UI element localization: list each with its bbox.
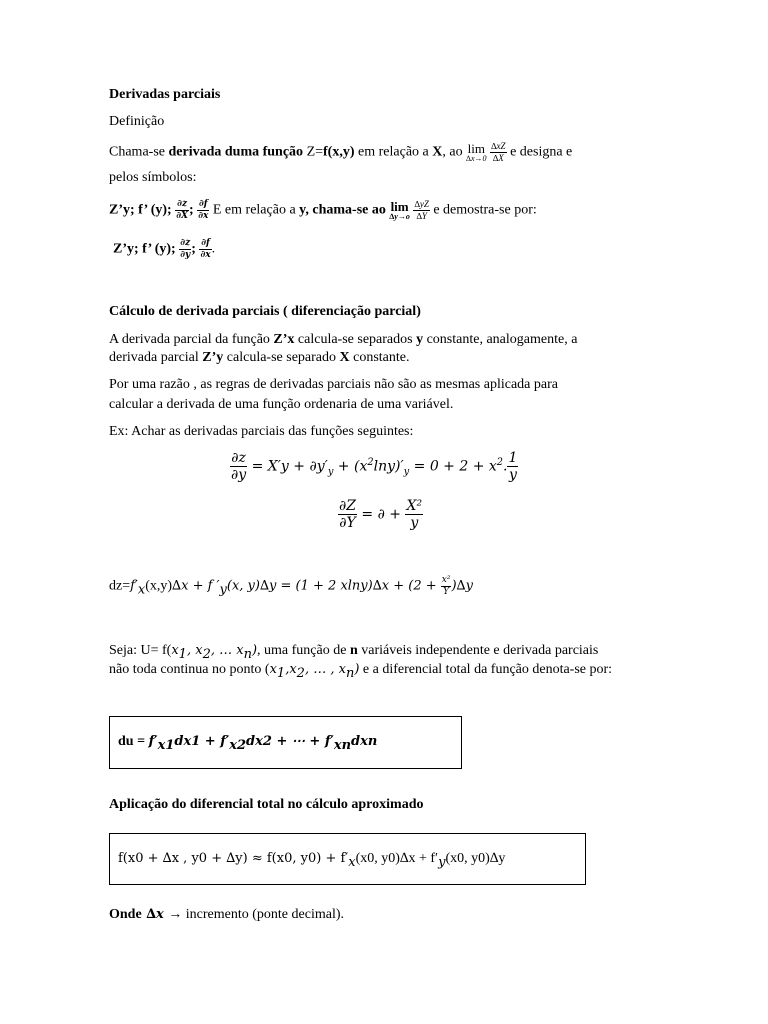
math-text: + (x xyxy=(333,458,368,475)
text-span: A derivada parcial da função xyxy=(109,332,274,347)
bold-text: n xyxy=(349,643,358,658)
text-span: , ao xyxy=(442,144,467,160)
text-span: dz= xyxy=(109,578,131,594)
calc-paragraph-line-1 xyxy=(109,331,577,349)
approximation-box xyxy=(109,833,586,885)
math-text: ∆x + f ′ xyxy=(172,578,220,594)
fraction-numerator: ∂z xyxy=(231,450,246,466)
partial-fraction xyxy=(175,200,189,221)
fraction xyxy=(441,576,452,597)
text-span: → incremento (ponte decimal). xyxy=(168,907,344,922)
math-subscript: x1 xyxy=(157,737,175,753)
math-subscript: 2 xyxy=(202,646,211,662)
seja-line-2 xyxy=(109,661,612,683)
fraction-numerator: ∂f xyxy=(201,238,210,248)
fraction xyxy=(490,142,507,163)
math-subscript: y xyxy=(219,582,227,598)
text-span: em relação a xyxy=(354,144,433,160)
fraction-numerator: ∂z xyxy=(177,199,188,209)
bold-text: f(x,y) xyxy=(323,144,355,160)
math-text: f′ xyxy=(148,734,158,749)
math-subscript: 1 xyxy=(178,646,187,662)
text-span: E em relação a xyxy=(209,202,300,218)
text-span: variáveis independente e derivada parciais xyxy=(357,643,599,658)
fraction-numerator: 1 xyxy=(508,450,518,466)
text-span: constante. xyxy=(349,350,410,365)
bold-text: y, chama-se ao xyxy=(299,202,390,218)
math-text: (x, y)∆y = (1 + 2 xlny)∆x + (2 + xyxy=(226,578,441,594)
example-line: Ex: Achar as derivadas parciais das funções seguintes: xyxy=(109,424,414,439)
math-subscript: y xyxy=(403,466,410,478)
math-text: f(x0 + ∆x , y0 + ∆y) ≈ f(x0, y0) + f′ xyxy=(118,851,349,866)
math-text: ,x xyxy=(285,662,297,677)
text-span: e demostra-se por: xyxy=(429,202,537,218)
lim-word: lim xyxy=(467,141,485,156)
definition-symbols-line: Z’y; f’ (y); $\frac{\partial z}{\partial X}$ ; $\frac{\partial f}{\partial x}$ E em relação a y, chama-se ao lim ∆y→o $\frac{\Delta yZ}{\Delta Y}$ e demostra-se por: xyxy=(109,199,537,221)
fraction-denominator: y xyxy=(508,467,517,483)
total-differential-box xyxy=(109,716,462,769)
math-text: ∆x xyxy=(141,907,169,922)
text-span: (x0, y0)∆x + f′ xyxy=(355,851,439,866)
definition-paragraph-line-2: pelos símbolos: xyxy=(109,170,197,185)
math-text: = X′y + ∂y′ xyxy=(251,458,328,475)
fraction-numerator: ∆xZ xyxy=(491,141,506,151)
fraction-denominator: ∆X xyxy=(492,153,504,163)
fraction-numerator: ∆yZ xyxy=(414,199,429,209)
text-span: Seja: U= f( xyxy=(109,643,172,658)
partial-fraction xyxy=(338,499,357,530)
equation-1 xyxy=(230,451,518,482)
partial-fraction xyxy=(230,451,247,482)
fraction-denominator: Y xyxy=(443,587,450,597)
math-subscript: x xyxy=(348,854,356,870)
fraction-denominator: ∂y xyxy=(180,250,191,260)
math-subscript: n xyxy=(243,646,252,662)
math-superscript: 2 xyxy=(367,456,374,468)
fraction-denominator: ∂x xyxy=(198,211,209,221)
text-span: não toda continua no ponto ( xyxy=(109,662,270,677)
math-text: . xyxy=(503,458,508,475)
bold-text: Onde xyxy=(109,907,142,922)
fraction-denominator: ∂Y xyxy=(339,515,356,531)
bold-text: Z’y; f’ (y); xyxy=(109,202,172,218)
partial-fraction xyxy=(179,239,191,260)
text-span: constante, analogamente, a xyxy=(423,332,578,347)
math-subscript: xn xyxy=(333,737,352,753)
math-subscript: 1 xyxy=(276,665,286,681)
fraction xyxy=(405,499,423,530)
math-text: ) xyxy=(354,662,360,677)
math-subscript: x2 xyxy=(229,737,247,753)
fraction-numerator: X² xyxy=(406,498,423,514)
fraction-denominator: ∆Y xyxy=(416,211,427,221)
calc-paragraph-2-line-2: calcular a derivada de uma função ordenaria de uma variável. xyxy=(109,397,454,412)
text-span: calcula-se separados xyxy=(294,332,417,347)
section-heading-aplicacao: Aplicação do diferencial total no cálculo aproximado xyxy=(109,797,424,812)
fraction-numerator: ∂Z xyxy=(339,498,356,514)
math-text: , … x xyxy=(210,643,244,658)
text-span: (x,y) xyxy=(145,578,173,594)
math-text: x xyxy=(171,643,179,658)
math-text: dx2 + ⋯ + f′ xyxy=(246,734,334,749)
definition-heading: Definição xyxy=(109,114,165,129)
lim-subscript: ∆x→0 xyxy=(466,154,487,163)
text-span: Chama-se xyxy=(109,144,169,160)
equation-2 xyxy=(338,499,423,530)
partial-fraction xyxy=(197,200,209,221)
math-text: ) xyxy=(251,643,258,658)
math-subscript: x xyxy=(137,582,146,598)
bold-text: y xyxy=(416,332,424,347)
fraction-denominator: ∂y xyxy=(231,467,247,483)
text-span: , uma função de xyxy=(257,643,350,658)
fraction xyxy=(413,200,430,221)
partial-fraction xyxy=(199,239,211,260)
limit-expression xyxy=(466,142,486,163)
onde-line xyxy=(109,906,344,924)
section-heading-calculo: Cálculo de derivada parciais ( diferenciação parcial) xyxy=(109,304,421,319)
text-span: e designa e xyxy=(506,144,573,160)
fraction-denominator: y xyxy=(410,515,419,531)
approximation-formula xyxy=(118,851,505,870)
math-subscript: y xyxy=(327,466,334,478)
definition-symbols-line-2: Z’y; f’ (y); $\frac{\partial z}{\partial y}$ ; $\frac{\partial f}{\partial x}$ . xyxy=(113,238,216,260)
total-differential-line xyxy=(109,576,473,600)
bold-text: X xyxy=(432,144,443,160)
bold-text: Z’y xyxy=(202,350,224,365)
math-subscript: y xyxy=(438,854,446,870)
page-title: Derivadas parciais xyxy=(109,87,221,102)
fraction-denominator: ∂X xyxy=(176,211,189,221)
text-span: . xyxy=(211,241,216,257)
math-text: lny)′ xyxy=(373,458,404,475)
math-text: = ∂ + xyxy=(361,506,402,523)
math-text: = 0 + 2 + x xyxy=(409,458,497,475)
limit-expression xyxy=(389,200,409,221)
calc-paragraph-2-line-1: Por uma razão , as regras de derivadas parciais não são as mesmas aplicada para xyxy=(109,377,558,392)
text-span: e a diferencial total da função denota-se por: xyxy=(359,662,613,677)
lim-subscript: ∆y→o xyxy=(389,212,410,221)
text-span: Z= xyxy=(303,144,324,160)
math-text: x xyxy=(269,662,277,677)
fraction-numerator: ∂z xyxy=(180,238,191,248)
math-text: , x xyxy=(186,643,203,658)
calc-paragraph-line-2 xyxy=(109,349,410,367)
text-span: derivada parcial xyxy=(109,350,203,365)
math-subscript: 2 xyxy=(296,665,305,681)
text-span: calcula-se separado xyxy=(223,350,340,365)
math-text: dxn xyxy=(351,734,378,749)
fraction-numerator: ∂f xyxy=(198,199,208,209)
text-span: (x0, y0)∆y xyxy=(445,851,506,866)
fraction-denominator: ∂x xyxy=(200,250,211,260)
math-superscript: 2 xyxy=(496,456,504,468)
fraction-numerator: x² xyxy=(441,575,451,585)
bold-text: Z’x xyxy=(273,332,295,347)
math-text: f′ xyxy=(130,578,138,594)
bold-text: Z’y; f’ (y); xyxy=(113,241,176,257)
fraction xyxy=(507,451,518,482)
text-span: du = xyxy=(118,734,149,749)
definition-paragraph-line-1 xyxy=(109,142,572,163)
bold-text: derivada duma função xyxy=(168,144,304,160)
math-text: )∆y xyxy=(451,578,473,594)
bold-text: X xyxy=(339,350,350,365)
math-text: , … , x xyxy=(304,662,346,677)
lim-word: lim xyxy=(390,199,409,214)
total-differential-formula xyxy=(118,734,377,753)
math-subscript: n xyxy=(345,665,355,681)
math-text: dx1 + f′ xyxy=(174,734,230,749)
